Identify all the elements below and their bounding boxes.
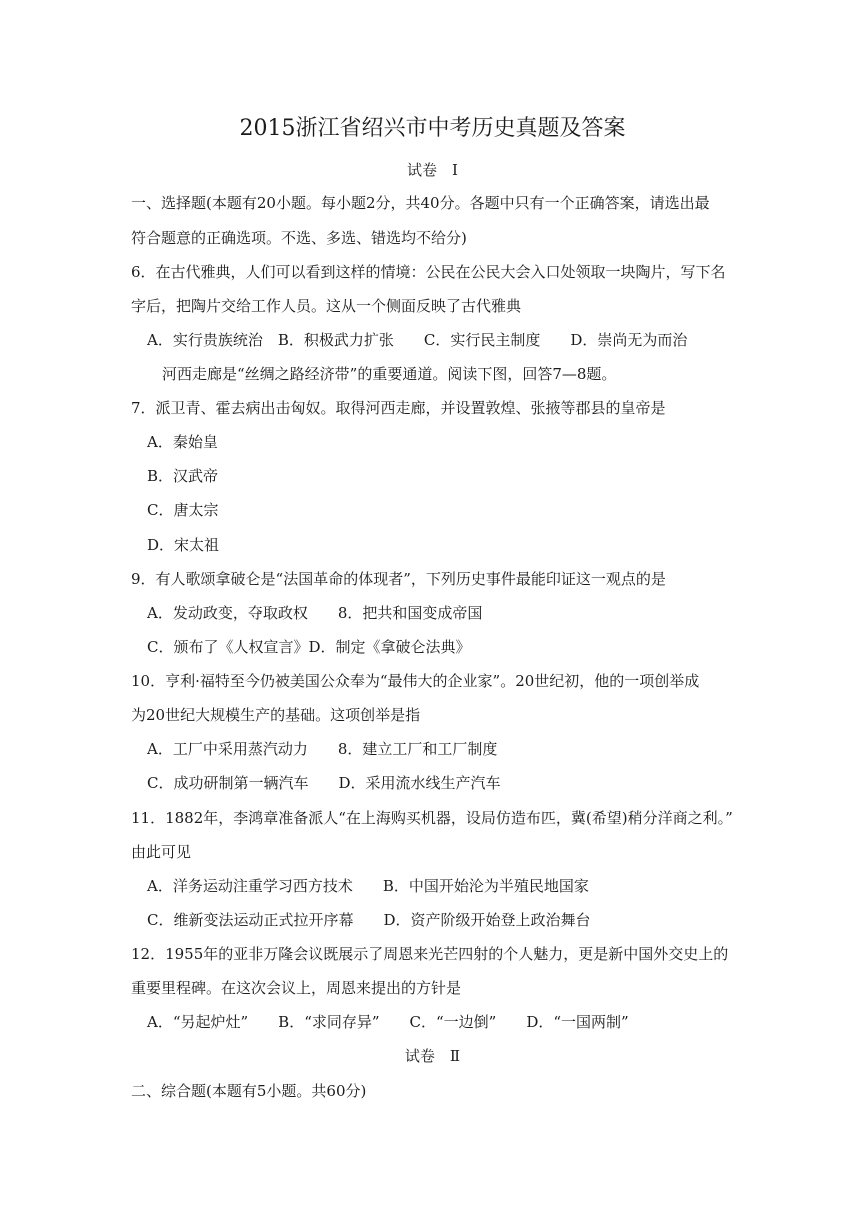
q11-options-row2: C．维新变法运动正式拉开序幕 D．资产阶级开始登上政治舞台 <box>147 911 591 929</box>
section1-instructions-line2: 符合题意的正确选项。不选、多选、错选均不给分) <box>131 229 467 247</box>
section2-heading: 二、综合题(本题有5小题。共60分) <box>131 1082 367 1100</box>
section1-instructions-line1: 一、选择题(本题有20小题。每小题2分，共40分。各题中只有一个正确答案，请选出最 <box>131 194 710 212</box>
part2-heading: 试卷 Ⅱ <box>404 1047 461 1065</box>
q6-options: A．实行贵族统治 B．积极武力扩张 C．实行民主制度 D．崇尚无为而治 <box>147 331 688 349</box>
q10-options-row2: C．成功研制第一辆汽车 D．采用流水线生产汽车 <box>147 774 501 792</box>
q7-stem: 7．派卫青、霍去病出击匈奴。取得河西走廊，并设置敦煌、张掖等郡县的皇帝是 <box>131 399 666 417</box>
q12-stem-line1: 12．1955年的亚非万隆会议既展示了周恩来光芒四射的个人魅力，更是新中国外交史上的 <box>131 945 729 963</box>
q10-stem-line2: 为20世纪大规模生产的基础。这项创举是指 <box>131 706 421 724</box>
q6-stem-line1: 6．在古代雅典，人们可以看到这样的情境：公民在公民大会入口处领取一块陶片，写下名 <box>131 263 726 281</box>
q9-options-row2: C．颁布了《人权宣言》D．制定《拿破仑法典》 <box>147 638 471 656</box>
q11-stem-line1: 11．1882年，李鸿章准备派人“在上海购买机器，设局仿造布匹，冀(希望)稍分洋商之利。” <box>131 809 733 827</box>
q6-stem-line2: 字后，把陶片交给工作人员。这从一个侧面反映了古代雅典 <box>131 297 522 315</box>
q11-stem-line2: 由此可见 <box>131 843 192 861</box>
q9-options-row1: A．发动政变，夺取政权 8．把共和国变成帝国 <box>147 604 483 622</box>
q11-options-row1: A．洋务运动注重学习西方技术 B．中国开始沦为半殖民地国家 <box>147 877 589 895</box>
intro-7-8: 河西走廊是“丝绸之路经济带”的重要通道。阅读下图，回答7—8题。 <box>162 365 617 383</box>
q10-stem-line1: 10．亨利·福特至今仍被美国公众奉为“最伟大的企业家”。20世纪初，他的一项创举成 <box>131 672 700 690</box>
q10-options-row1: A．工厂中采用蒸汽动力 8．建立工厂和工厂制度 <box>147 740 498 758</box>
page-title: 2015浙江省绍兴市中考历史真题及答案 <box>239 116 626 141</box>
q12-stem-line2: 重要里程碑。在这次会议上，周恩来提出的方针是 <box>131 979 462 997</box>
q7-option-b: B．汉武帝 <box>147 467 219 485</box>
q7-option-d: D．宋太祖 <box>147 536 220 554</box>
q7-option-a: A．秦始皇 <box>147 433 218 451</box>
q9-stem: 9．有人歌颂拿破仑是“法国革命的体现者”，下列历史事件最能印证这一观点的是 <box>131 570 666 588</box>
part1-heading: 试卷 Ⅰ <box>407 161 458 179</box>
q7-option-c: C．唐太宗 <box>147 501 219 519</box>
q12-options: A．“另起炉灶” B．“求同存异” C．“一边倒” D．“一国两制” <box>147 1013 629 1031</box>
